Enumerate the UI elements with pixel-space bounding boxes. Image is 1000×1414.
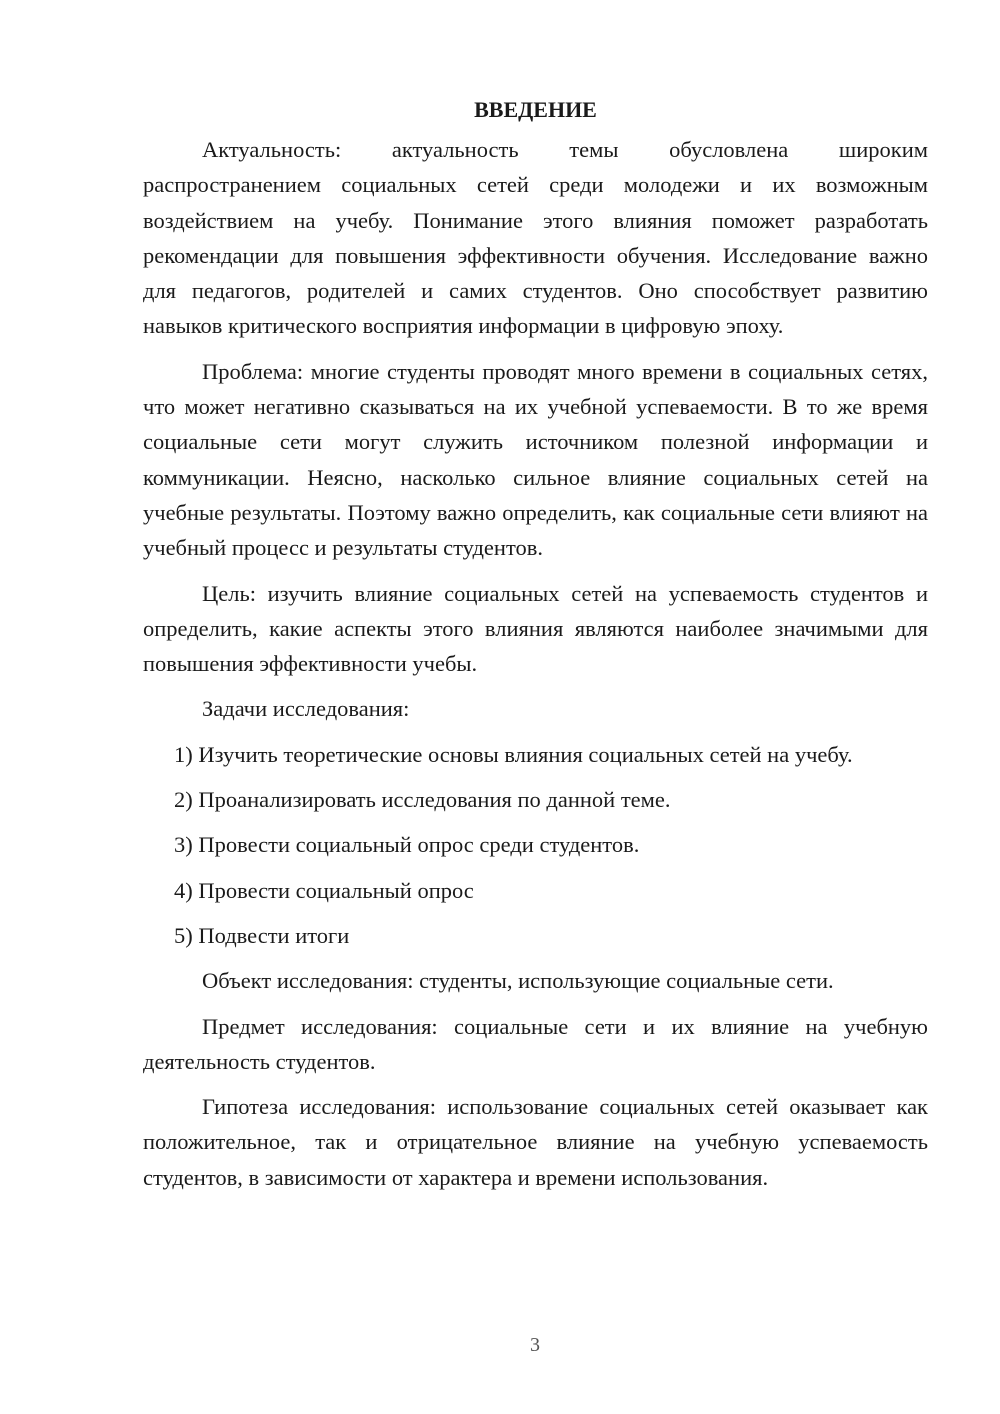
subject-paragraph: Предмет исследования: социальные сети и их влияние на учебную деятельность студентов. xyxy=(143,1013,928,1074)
hypothesis-paragraph: Гипотеза исследования: использование социальных сетей оказывает как положительное, так и отрицательное влияние на учебную успеваемость студентов, в зависимости от характера и времени использования. xyxy=(143,1094,928,1190)
goal-paragraph: Цель: изучить влияние социальных сетей на успеваемость студентов и определить, какие аспекты этого влияния являются наиболее значимыми для повышения эффективности учебы. xyxy=(143,580,928,677)
tasks-heading: Задачи исследования: xyxy=(202,696,410,722)
task-item-5: 5) Подвести итоги xyxy=(174,922,350,948)
task-item-3: 3) Провести социальный опрос среди студентов. xyxy=(174,832,640,858)
task-item-2: 2) Проанализировать исследования по данной теме. xyxy=(174,787,671,813)
document-page xyxy=(143,92,928,1195)
section-title: ВВЕДЕНИЕ xyxy=(474,97,597,122)
task-item-4: 4) Провести социальный опрос xyxy=(174,877,474,903)
page-number: 3 xyxy=(530,1334,540,1356)
tasks-list xyxy=(143,737,928,953)
task-item-1: 1) Изучить теоретические основы влияния социальных сетей на учебу. xyxy=(174,741,853,767)
problem-paragraph: Проблема: многие студенты проводят много времени в социальных сетях, что может негативно сказываться на их учебной успеваемости. В то же время социальные сети могут служить источником полезной информации и коммуникации. Неясно, насколько сильное влияние социальных сетей на учебные результаты. Поэтому важно определить, как социальные сети влияют на учебный процесс и результаты студентов. xyxy=(143,358,928,561)
relevance-paragraph: Актуальность: актуальность темы обусловлена широким распространением социальных сетей среди молодежи и их возможным воздействием на учебу. Понимание этого влияния поможет разработать рекомендации для повышения эффективности обучения. Исследование важно для педагогов, родителей и самих студентов. Оно способствует развитию навыков критического восприятия информации в цифровую эпоху. xyxy=(143,137,928,339)
object-paragraph: Объект исследования: студенты, использующие социальные сети. xyxy=(202,968,834,994)
